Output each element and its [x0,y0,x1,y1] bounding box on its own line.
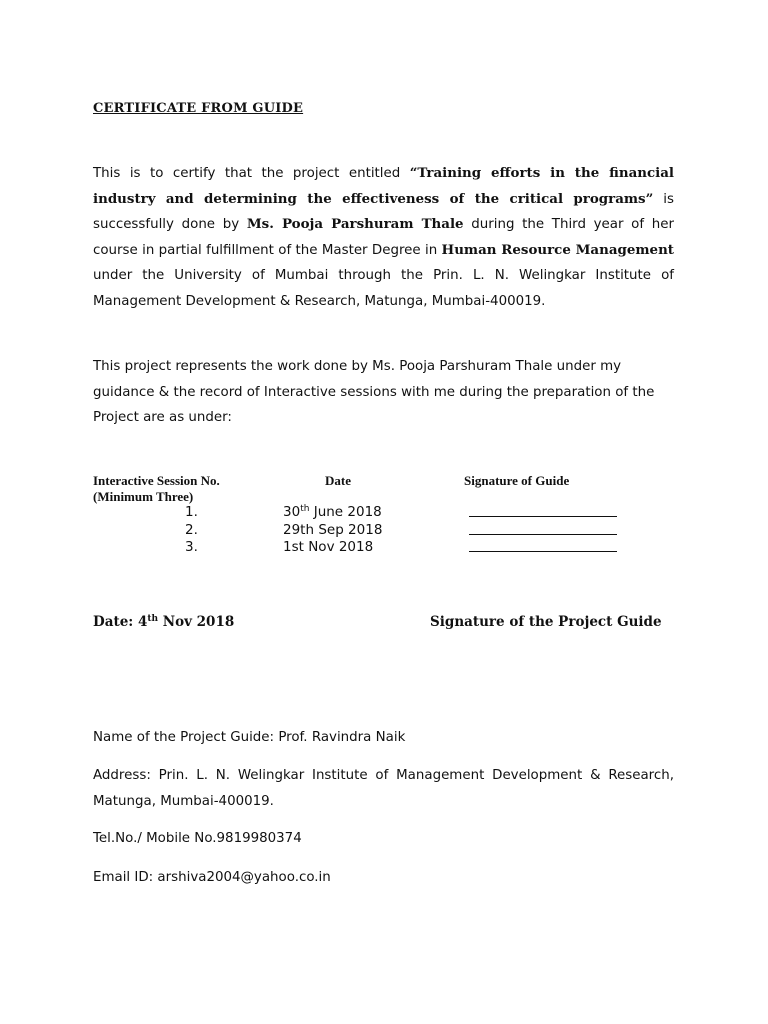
student-name: Ms. Pooja Parshuram Thale [246,216,464,232]
session-row [0,522,768,540]
session-header-label: Interactive Session No. [93,473,220,488]
signature-line [469,534,617,535]
signature-label: Signature of the Project Guide [430,614,662,630]
session-date: 29th Sep 2018 [283,522,383,538]
intro-text: This is to certify that the project entitled [93,166,410,181]
certification-paragraph [93,161,674,314]
session-date: 30th June 2018 [283,504,382,520]
certificate-date: Date: 4th Nov 2018 [93,614,235,630]
guide-email: Email ID: arshiva2004@yahoo.co.in [93,870,331,885]
signature-line [469,516,617,517]
document-title: CERTIFICATE FROM GUIDE [93,101,304,116]
guide-phone: Tel.No./ Mobile No.9819980374 [93,831,302,846]
end-text: under the University of Mumbai through the Prin. L. N. Welingkar Institute of Management Development & Research, Matunga, Mumbai-400019. [93,268,674,309]
signature-column-header: Signature of Guide [464,473,570,488]
session-date: 1st Nov 2018 [283,539,374,555]
guide-name: Name of the Project Guide: Prof. Ravindra Naik [93,730,406,745]
date-column-header: Date [325,473,351,488]
close-quote: ” [645,190,654,207]
represents-paragraph: This project represents the work done by Ms. Pooja Parshuram Thale under my guidance & the record of Interactive sessions with me during the preparation of the Project are as under: [93,359,655,425]
degree-name: Human Resource Management [441,241,674,258]
after-title-text: is successfully done by [93,191,674,232]
session-number: 3. [185,539,198,555]
session-number: 1. [185,504,198,520]
session-row [0,539,768,557]
open-quote: “ [409,165,418,181]
project-title: Training efforts in the financial industry and determining the effectiveness of the critical programs [93,165,674,207]
session-row [0,504,768,522]
signature-line [469,551,617,552]
session-column-header [93,473,220,505]
mid-text: during the Third year of her course in partial fulfillment of the Master Degree in [93,217,674,258]
session-header-sublabel: (Minimum Three) [93,489,194,504]
session-number: 2. [185,522,198,538]
guide-address: Address: Prin. L. N. Welingkar Institute of Management Development & Research, Matunga, Mumbai-400019. [93,768,674,809]
